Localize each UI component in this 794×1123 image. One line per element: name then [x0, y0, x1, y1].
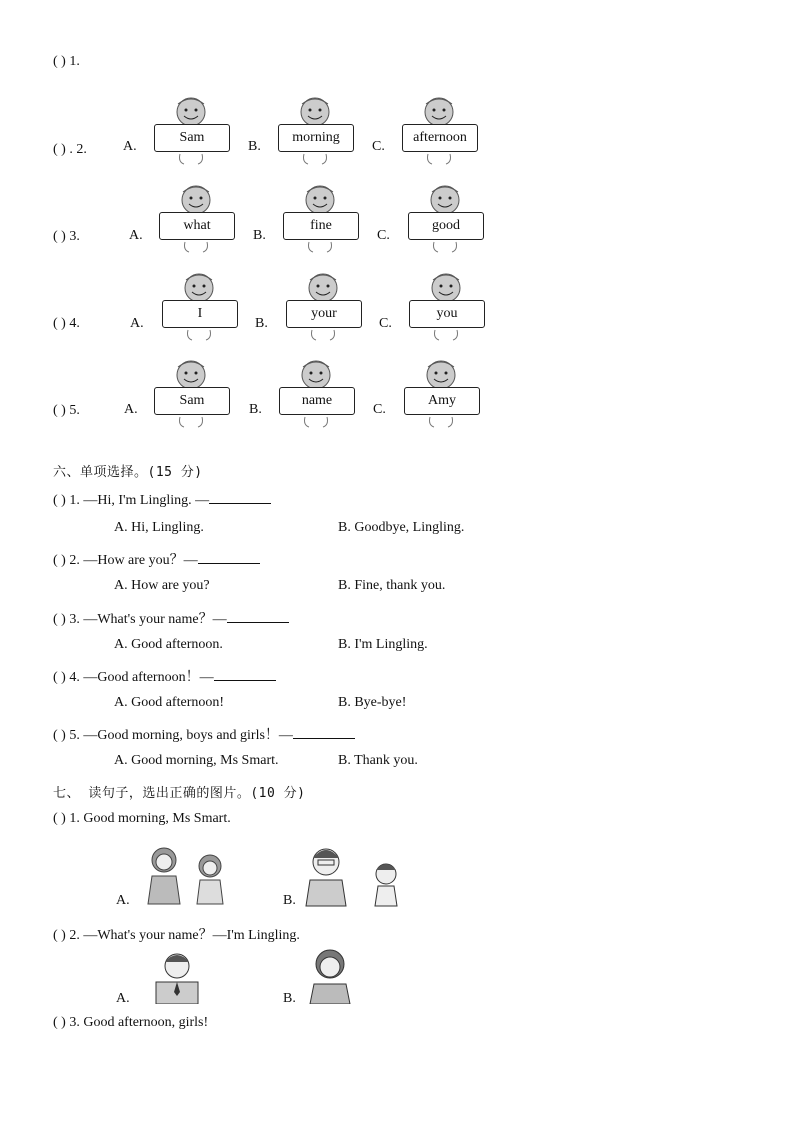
- option-b-label[interactable]: B.: [248, 139, 261, 154]
- answer-paren[interactable]: ( ): [53, 142, 66, 157]
- option-b-label[interactable]: B.: [283, 991, 296, 1006]
- sign-kid-b[interactable]: [275, 359, 359, 431]
- option-a-label[interactable]: A.: [116, 991, 130, 1006]
- q6-3: [53, 608, 289, 628]
- option-c-label[interactable]: C.: [372, 139, 385, 154]
- answer-blank[interactable]: [198, 551, 260, 564]
- answer-paren[interactable]: ( ): [53, 612, 66, 627]
- option-c-label[interactable]: C.: [373, 402, 386, 417]
- answer-paren[interactable]: ( ): [53, 1015, 66, 1030]
- answer-paren[interactable]: ( ): [53, 54, 66, 69]
- sign-word: morning: [278, 124, 354, 152]
- option-b[interactable]: B. I'm Lingling.: [338, 637, 428, 652]
- option-b-label[interactable]: B.: [249, 402, 262, 417]
- question-stem: 1. —Hi, I'm Lingling. —: [69, 493, 210, 508]
- option-b-label[interactable]: B.: [283, 893, 296, 908]
- option-b[interactable]: B. Goodbye, Lingling.: [338, 520, 465, 535]
- question-number: . 2.: [69, 142, 87, 157]
- sign-kid-a[interactable]: [150, 96, 234, 168]
- option-a-label[interactable]: A.: [124, 402, 138, 417]
- option-b-label[interactable]: B.: [255, 316, 268, 331]
- option-b[interactable]: B. Bye-bye!: [338, 695, 407, 710]
- q6-2: [53, 549, 260, 569]
- question-number: 3.: [69, 229, 80, 244]
- q5-4-row: [53, 316, 80, 332]
- q5-2-row: [53, 142, 87, 158]
- q6-4: [53, 666, 276, 686]
- option-b[interactable]: B. Fine, thank you.: [338, 578, 446, 593]
- answer-blank[interactable]: [214, 668, 276, 681]
- option-a-label[interactable]: A.: [129, 228, 143, 243]
- sign-word: name: [279, 387, 355, 415]
- sign-word: Sam: [154, 124, 230, 152]
- option-b-label[interactable]: B.: [253, 228, 266, 243]
- q5-1-row: [53, 54, 80, 70]
- question-number: 4.: [69, 316, 80, 331]
- option-a[interactable]: A. Good afternoon!: [114, 695, 225, 710]
- answer-paren[interactable]: ( ): [53, 670, 66, 685]
- answer-paren[interactable]: ( ): [53, 811, 66, 826]
- sign-kid-a[interactable]: [158, 272, 242, 344]
- option-c-label[interactable]: C.: [377, 228, 390, 243]
- sign-word: you: [409, 300, 485, 328]
- option-c-label[interactable]: C.: [379, 316, 392, 331]
- sign-word: your: [286, 300, 362, 328]
- option-a-label[interactable]: A.: [116, 893, 130, 908]
- option-a[interactable]: A. How are you?: [114, 578, 210, 593]
- q5-5-row: [53, 403, 80, 419]
- answer-paren[interactable]: ( ): [53, 493, 66, 508]
- option-b[interactable]: B. Thank you.: [338, 753, 418, 768]
- girl-lingling-picture-icon[interactable]: [304, 946, 358, 1004]
- answer-blank[interactable]: [227, 610, 289, 623]
- question-text: 2. —What's your name？—I'm Lingling.: [69, 928, 300, 943]
- answer-paren[interactable]: ( ): [53, 553, 66, 568]
- q7-1: [53, 811, 231, 827]
- question-stem: 2. —How are you？—: [69, 553, 198, 568]
- q7-2: [53, 924, 300, 944]
- option-a[interactable]: A. Good morning, Ms Smart.: [114, 753, 279, 768]
- question-text: 3. Good afternoon, girls!: [69, 1015, 209, 1030]
- answer-paren[interactable]: ( ): [53, 928, 66, 943]
- sign-kid-a[interactable]: [155, 184, 239, 256]
- question-stem: 5. —Good morning, boys and girls！—: [69, 728, 293, 743]
- sign-word: Amy: [404, 387, 480, 415]
- sign-kid-c[interactable]: [398, 96, 482, 168]
- option-a-label[interactable]: A.: [123, 139, 137, 154]
- q7-3: [53, 1015, 208, 1031]
- question-stem: 3. —What's your name？—: [69, 612, 227, 627]
- q6-1: [53, 491, 271, 509]
- man-and-girl-picture-icon[interactable]: [304, 844, 408, 908]
- option-a-label[interactable]: A.: [130, 316, 144, 331]
- answer-blank[interactable]: [209, 491, 271, 504]
- sign-kid-a[interactable]: [150, 359, 234, 431]
- sign-word: I: [162, 300, 238, 328]
- answer-paren[interactable]: ( ): [53, 728, 66, 743]
- sign-word: Sam: [154, 387, 230, 415]
- section6-title: 六、单项选择。(15 分): [53, 465, 203, 480]
- sign-word: good: [408, 212, 484, 240]
- sign-kid-b[interactable]: [282, 272, 366, 344]
- q5-3-row: [53, 229, 80, 245]
- q6-5: [53, 724, 355, 744]
- sign-word: afternoon: [402, 124, 478, 152]
- sign-word: fine: [283, 212, 359, 240]
- question-number: 1.: [69, 54, 80, 69]
- sign-kid-c[interactable]: [404, 184, 488, 256]
- question-number: 5.: [69, 403, 80, 418]
- answer-paren[interactable]: ( ): [53, 229, 66, 244]
- question-stem: 4. —Good afternoon！—: [69, 670, 214, 685]
- sign-kid-b[interactable]: [274, 96, 358, 168]
- sign-kid-c[interactable]: [400, 359, 484, 431]
- answer-paren[interactable]: ( ): [53, 316, 66, 331]
- option-a[interactable]: A. Good afternoon.: [114, 637, 223, 652]
- section7-title: 七、 读句子，选出正确的图片。(10 分): [53, 786, 306, 801]
- question-text: 1. Good morning, Ms Smart.: [69, 811, 231, 826]
- boy-picture-icon[interactable]: [152, 950, 202, 1004]
- answer-blank[interactable]: [293, 726, 355, 739]
- option-a[interactable]: A. Hi, Lingling.: [114, 520, 204, 535]
- sign-kid-b[interactable]: [279, 184, 363, 256]
- sign-word: what: [159, 212, 235, 240]
- sign-kid-c[interactable]: [405, 272, 489, 344]
- answer-paren[interactable]: ( ): [53, 403, 66, 418]
- two-girls-picture-icon[interactable]: [134, 842, 238, 906]
